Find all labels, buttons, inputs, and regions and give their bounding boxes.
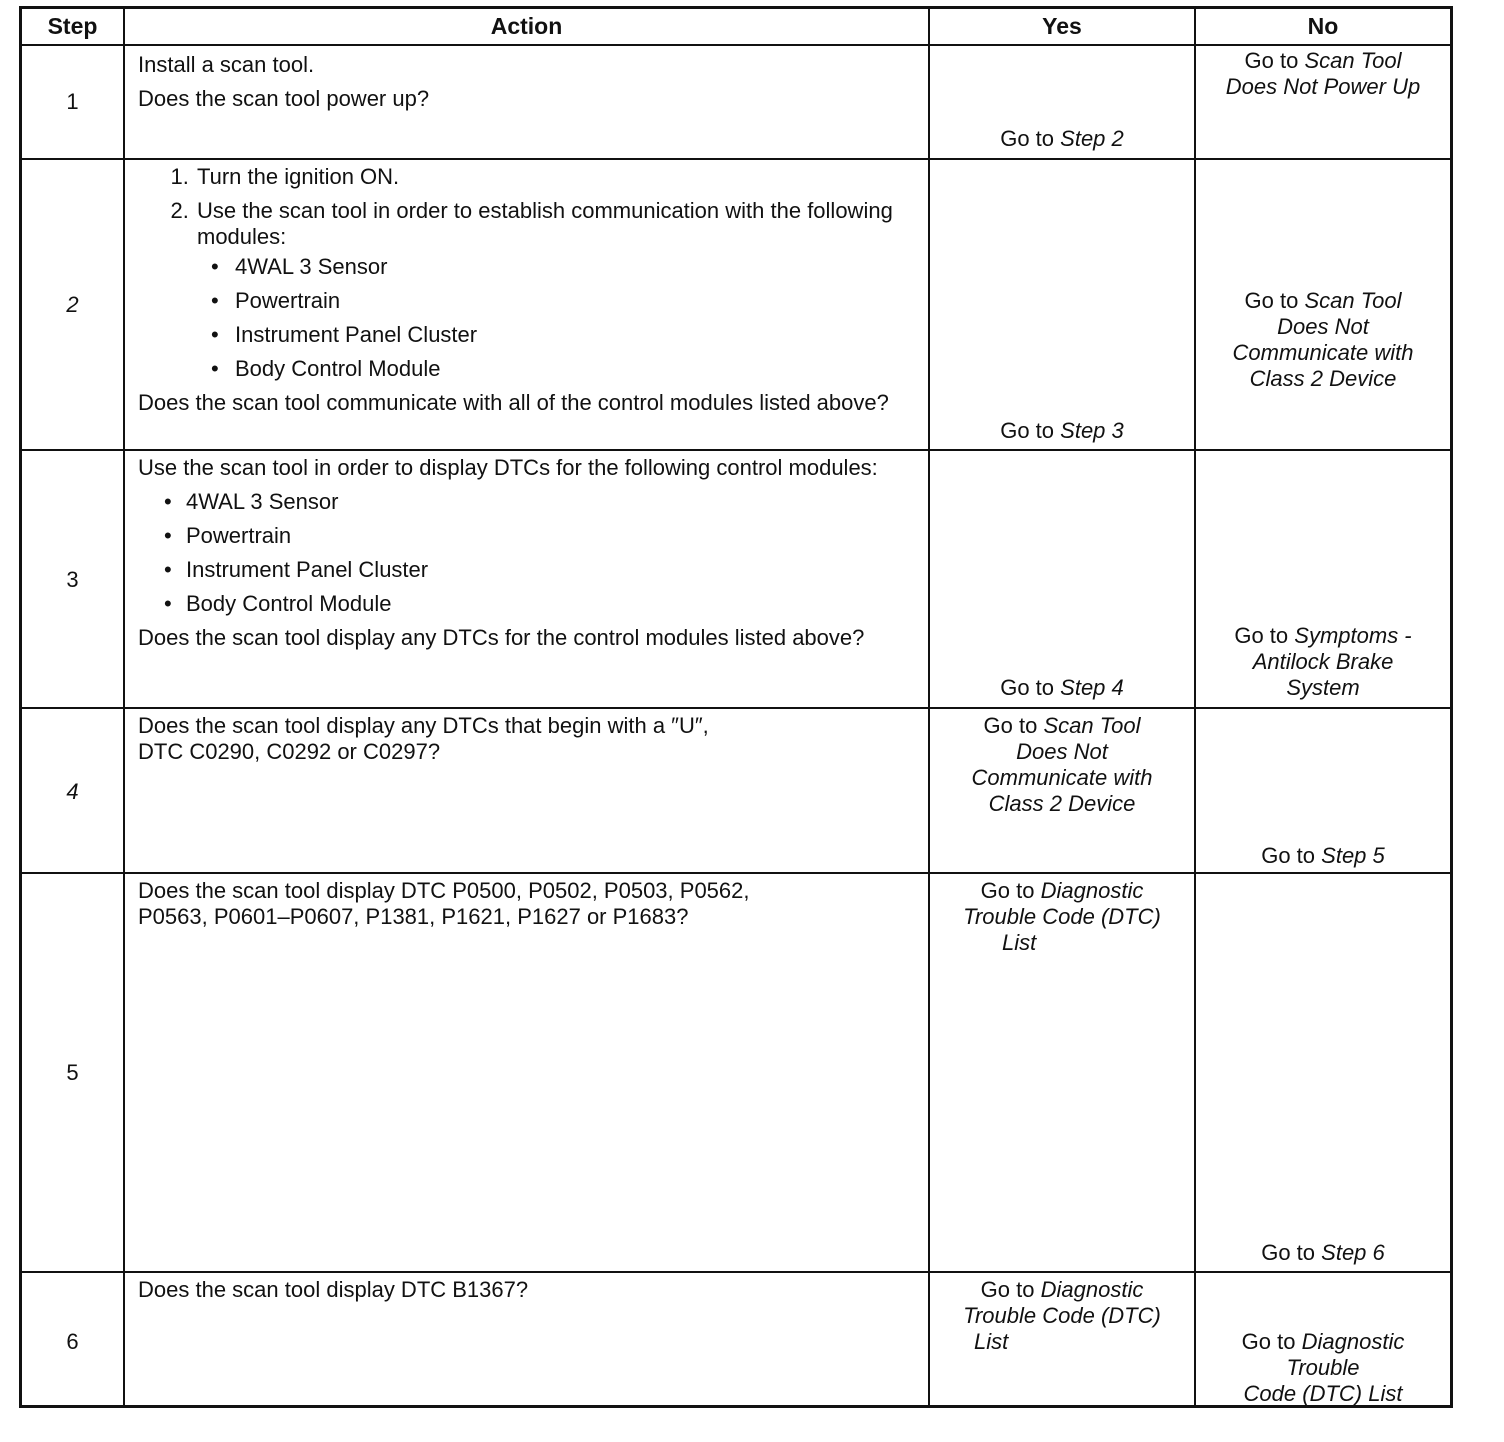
no-target: Diagnostic [1301, 1329, 1405, 1354]
no-target-line: System [1286, 675, 1360, 700]
no-target-line: Communicate with [1232, 340, 1414, 365]
header-step: Step [22, 9, 125, 44]
no-target: Step 5 [1321, 843, 1385, 868]
action-cell [125, 1273, 930, 1405]
step-number: 3 [66, 567, 79, 592]
no-target: Scan Tool [1304, 288, 1402, 313]
yes-result [938, 1277, 1186, 1355]
yes-cell [930, 451, 1196, 707]
yes-cell [930, 709, 1196, 872]
no-prefix: Go to [1261, 843, 1316, 868]
yes-cell [930, 874, 1196, 1271]
numbered-list [138, 164, 916, 382]
yes-target: Diagnostic [1040, 1277, 1144, 1302]
yes-target-line: Communicate with [971, 765, 1153, 790]
no-target-line: Antilock Brake [1252, 649, 1394, 674]
table-row [22, 709, 1450, 874]
header-action: Action [125, 9, 930, 44]
no-target-line: Class 2 Device [1249, 366, 1397, 391]
step-cell [22, 451, 125, 707]
diagnostic-table [19, 6, 1453, 1408]
no-prefix: Go to [1261, 1240, 1316, 1265]
no-target: Symptoms - [1294, 623, 1412, 648]
action-cell [125, 46, 930, 158]
bullet-item: • 4WAL 3 Sensor [186, 489, 916, 515]
action-question: Does the scan tool display any DTCs for the control modules listed above? [138, 625, 865, 650]
no-target-line: Does Not Power Up [1225, 74, 1421, 99]
action-cell [125, 709, 930, 872]
no-result [1204, 48, 1442, 100]
no-cell [1196, 46, 1450, 158]
header-row [22, 9, 1450, 46]
table-row [22, 874, 1450, 1273]
yes-prefix: Go to [980, 1277, 1035, 1302]
yes-result [938, 713, 1186, 817]
no-result [1204, 1329, 1442, 1407]
bullet-item: • Body Control Module [186, 591, 916, 617]
step-cell [22, 874, 125, 1271]
table-row [22, 451, 1450, 709]
yes-target-line: Does Not [1016, 739, 1108, 764]
action-question: Does the scan tool display DTC B1367? [138, 1277, 529, 1302]
table-row [22, 160, 1450, 451]
bullet-item: • 4WAL 3 Sensor [233, 254, 916, 280]
no-target: Scan Tool [1304, 48, 1402, 73]
table-row [22, 1273, 1450, 1405]
step-number: 2 [66, 292, 79, 317]
no-prefix: Go to [1241, 1329, 1296, 1354]
yes-target: Step 2 [1060, 126, 1124, 151]
yes-cell [930, 46, 1196, 158]
yes-result [938, 675, 1186, 701]
action-question: Does the scan tool communicate with all of the control modules listed above? [138, 390, 889, 415]
bullet-item: • Powertrain [233, 288, 916, 314]
yes-target: Step 4 [1060, 675, 1124, 700]
list-item: 1. Turn the ignition ON. [195, 164, 916, 190]
action-question: Does the scan tool power up? [138, 86, 430, 111]
yes-cell [930, 1273, 1196, 1405]
bullet-list [197, 254, 916, 382]
no-target-line: Does Not [1277, 314, 1369, 339]
yes-prefix: Go to [980, 878, 1035, 903]
action-question-line: DTC C0290, C0292 or C0297? [138, 739, 441, 764]
action-question: Does the scan tool display any DTCs that begin with a ″U″, [138, 713, 709, 738]
no-result [1204, 1240, 1442, 1266]
action-cell [125, 160, 930, 449]
step-cell [22, 46, 125, 158]
yes-prefix: Go to [1000, 418, 1055, 443]
yes-cell [930, 160, 1196, 449]
yes-prefix: Go to [983, 713, 1038, 738]
header-no: No [1307, 13, 1339, 39]
no-result [1204, 288, 1442, 392]
no-cell [1196, 1273, 1450, 1405]
no-cell [1196, 874, 1450, 1271]
bullet-item: • Powertrain [186, 523, 916, 549]
no-cell [1196, 160, 1450, 449]
no-result [1204, 623, 1442, 701]
bullet-item: • Instrument Panel Cluster [186, 557, 916, 583]
step-cell [22, 709, 125, 872]
step-cell [22, 160, 125, 449]
no-result [1204, 843, 1442, 869]
step-number: 1 [66, 89, 79, 114]
action-cell [125, 874, 930, 1271]
yes-target: Scan Tool [1043, 713, 1141, 738]
no-target: Step 6 [1321, 1240, 1385, 1265]
yes-target: Step 3 [1060, 418, 1124, 443]
table-row [22, 46, 1450, 160]
yes-result [938, 418, 1186, 444]
yes-target-line: Class 2 Device [988, 791, 1136, 816]
bullet-item: • Body Control Module [233, 356, 916, 382]
bullet-item: • Instrument Panel Cluster [233, 322, 916, 348]
no-prefix: Go to [1244, 288, 1299, 313]
step-cell [22, 1273, 125, 1405]
action-text: Install a scan tool. [138, 52, 315, 77]
yes-result [938, 126, 1186, 152]
header-yes: Yes [930, 9, 1196, 44]
yes-target-line: Trouble Code (DTC) [963, 1303, 1161, 1328]
yes-target: Diagnostic [1040, 878, 1144, 903]
yes-target-line: List [974, 1329, 1009, 1354]
no-target-line: Code (DTC) List [1243, 1381, 1403, 1406]
bullet-list [138, 489, 916, 617]
no-target-line: Trouble [1286, 1355, 1360, 1380]
yes-prefix: Go to [1000, 675, 1055, 700]
no-prefix: Go to [1244, 48, 1299, 73]
step-number: 4 [66, 779, 79, 804]
no-cell [1196, 451, 1450, 707]
yes-target-line: List [1002, 930, 1037, 955]
action-cell [125, 451, 930, 707]
yes-prefix: Go to [1000, 126, 1055, 151]
action-question-line: P0563, P0601–P0607, P1381, P1621, P1627 or P1683? [138, 904, 689, 929]
list-item-text: Use the scan tool in order to establish communication with the following modules: [197, 198, 893, 249]
list-item [195, 198, 916, 382]
no-cell [1196, 709, 1450, 872]
step-number: 5 [66, 1060, 79, 1085]
step-number: 6 [66, 1329, 79, 1354]
yes-result [938, 878, 1186, 956]
no-prefix: Go to [1234, 623, 1289, 648]
action-text: Use the scan tool in order to display DTCs for the following control modules: [138, 455, 878, 480]
yes-target-line: Trouble Code (DTC) [963, 904, 1161, 929]
action-question: Does the scan tool display DTC P0500, P0502, P0503, P0562, [138, 878, 750, 903]
